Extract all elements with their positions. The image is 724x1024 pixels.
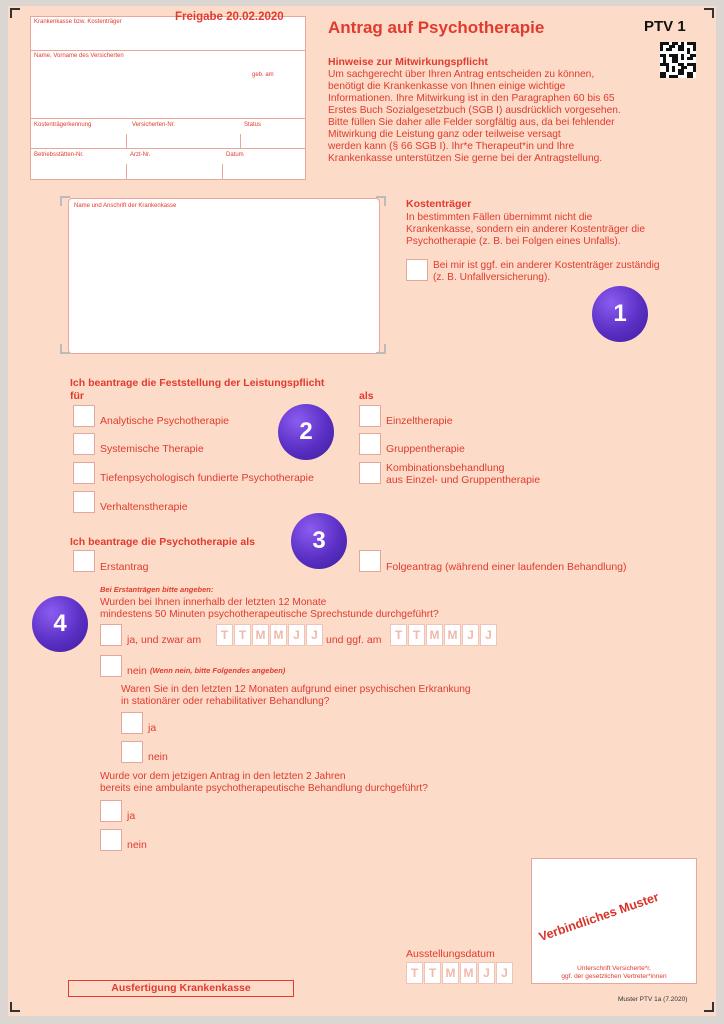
q2-yes-label: ja xyxy=(148,722,157,734)
issue-date-label: Ausstellungsdatum xyxy=(406,948,495,960)
follow-request-label: Folgeantrag (während einer laufenden Behandlung) xyxy=(386,561,627,573)
insurer-label: Krankenkasse bzw. Kostenträger xyxy=(34,19,122,25)
form-sheet xyxy=(8,6,716,1016)
depth-psych-label: Tiefenpsychologisch fundierte Psychotherapie xyxy=(100,472,314,484)
q1-and-maybe-label: und ggf. am xyxy=(326,634,382,646)
marker-1: 1 xyxy=(592,286,648,342)
request-heading: Ich beantrage die Psychotherapie als xyxy=(70,536,255,548)
payer-text: In bestimmten Fällen übernimmt nicht die Krankenkasse, sondern ein anderer Kostenträger die Psychotherapie (z. B. bei Folgen eines Unfalls). xyxy=(406,212,645,247)
q2-no-checkbox[interactable] xyxy=(121,741,143,763)
behavior-label: Verhaltenstherapie xyxy=(100,501,188,513)
group-checkbox[interactable] xyxy=(359,433,381,455)
behavior-checkbox[interactable] xyxy=(73,491,95,513)
individual-checkbox[interactable] xyxy=(359,405,381,427)
notice-text: Um sachgerecht über Ihren Antrag entscheiden zu können, benötigt die Krankenkasse von Ihnen einige wichtige Informationen. Ihre Mitwirkung ist in den Paragraphen 60 bis 65 Erstes Buch Sozialgesetzbuch (SGB I) ausdrücklich vorgesehen. Bitte füllen Sie daher alle Felder sorgfältig aus, da bei fehlender Mitwirkung die Leistung ganz oder teilweise versagt werden kann (§ 66 SGB I). Ihr*e Therapeut*in und Ihre Krankenkasse unterstützen Sie gerne bei der Antragstellung. xyxy=(328,69,621,164)
signature-label: Unterschrift Versicherte*r, ggf. der gesetzlichen Vertreter*innen xyxy=(561,965,667,980)
insured-no-label: Versicherten-Nr. xyxy=(132,122,176,128)
analytic-label: Analytische Psychotherapie xyxy=(100,415,229,427)
first-request-label: Erstantrag xyxy=(100,561,149,573)
q3-no-checkbox[interactable] xyxy=(100,829,122,851)
form-title: Antrag auf Psychotherapie xyxy=(328,18,545,37)
marker-4: 4 xyxy=(32,596,88,652)
doctor-no-label: Arzt-Nr. xyxy=(130,152,151,158)
form-version: Muster PTV 1a (7.2020) xyxy=(618,996,688,1003)
benefit-heading: Ich beantrage die Feststellung der Leistungspflicht xyxy=(70,377,325,389)
other-payer-label: Bei mir ist ggf. ein anderer Kostenträger zuständig (z. B. Unfallversicherung). xyxy=(433,260,660,283)
systemic-checkbox[interactable] xyxy=(73,433,95,455)
issue-date-cells[interactable]: T T M M J J xyxy=(406,962,514,984)
birth-label: geb. am xyxy=(252,72,274,78)
question-2: Waren Sie in den letzten 12 Monaten aufgrund einer psychischen Erkrankung in stationärer oder rehabilitativer Behandlung? xyxy=(121,684,471,707)
marker-2: 2 xyxy=(278,404,334,460)
site-no-label: Betriebsstätten-Nr. xyxy=(34,152,84,158)
q1-no-note: (Wenn nein, bitte Folgendes angeben) xyxy=(150,666,286,675)
address-box-label: Name und Anschrift der Krankenkasse xyxy=(74,203,177,209)
q2-no-label: nein xyxy=(148,751,168,763)
for-label: für xyxy=(70,390,84,402)
first-request-checkbox[interactable] xyxy=(73,550,95,572)
marker-3: 3 xyxy=(291,513,347,569)
analytic-checkbox[interactable] xyxy=(73,405,95,427)
q3-yes-checkbox[interactable] xyxy=(100,800,122,822)
copy-label: Ausfertigung Krankenkasse xyxy=(68,980,294,997)
release-date: Freigabe 20.02.2020 xyxy=(175,11,284,23)
q1-no-label: nein xyxy=(127,665,147,677)
other-payer-checkbox[interactable] xyxy=(406,259,428,281)
systemic-label: Systemische Therapie xyxy=(100,443,204,455)
payer-heading: Kostenträger xyxy=(406,198,472,210)
q2-yes-checkbox[interactable] xyxy=(121,712,143,734)
individual-label: Einzeltherapie xyxy=(386,415,453,427)
combo-checkbox[interactable] xyxy=(359,462,381,484)
question-1: Wurden bei Ihnen innerhalb der letzten 12 Monate mindestens 50 Minuten psychotherapeutische Sprechstunde durchgeführt? xyxy=(100,597,439,620)
follow-request-checkbox[interactable] xyxy=(359,550,381,572)
payer-id-label: Kostenträgerkennung xyxy=(34,122,92,128)
address-box[interactable] xyxy=(68,198,380,354)
question-3: Wurde vor dem jetzigen Antrag in den letzten 2 Jahren bereits eine ambulante psychotherapeutische Behandlung durchgeführt? xyxy=(100,771,428,794)
as-label: als xyxy=(359,390,374,402)
depth-psych-checkbox[interactable] xyxy=(73,462,95,484)
q3-no-label: nein xyxy=(127,839,147,851)
notice-heading: Hinweise zur Mitwirkungspflicht xyxy=(328,56,488,68)
q1-date-1[interactable]: T T M M J J xyxy=(216,624,324,646)
date-label: Datum xyxy=(226,152,244,158)
form-id: PTV 1 xyxy=(644,18,686,35)
q3-yes-label: ja xyxy=(127,810,136,822)
qr-code-icon xyxy=(660,42,696,78)
q1-date-2[interactable]: T T M M J J xyxy=(390,624,498,646)
q1-no-checkbox[interactable] xyxy=(100,655,122,677)
combo-label: Kombinationsbehandlung aus Einzel- und Gruppentherapie xyxy=(386,462,541,486)
sample-stamp: Verbindliches Muster xyxy=(537,889,661,945)
q1-yes-label: ja, und zwar am xyxy=(127,634,202,646)
first-request-note: Bei Erstanträgen bitte angeben: xyxy=(100,585,214,594)
group-label: Gruppentherapie xyxy=(386,443,465,455)
status-label: Status xyxy=(244,122,262,128)
q1-yes-checkbox[interactable] xyxy=(100,624,122,646)
name-label: Name, Vorname des Versicherten xyxy=(34,53,124,59)
